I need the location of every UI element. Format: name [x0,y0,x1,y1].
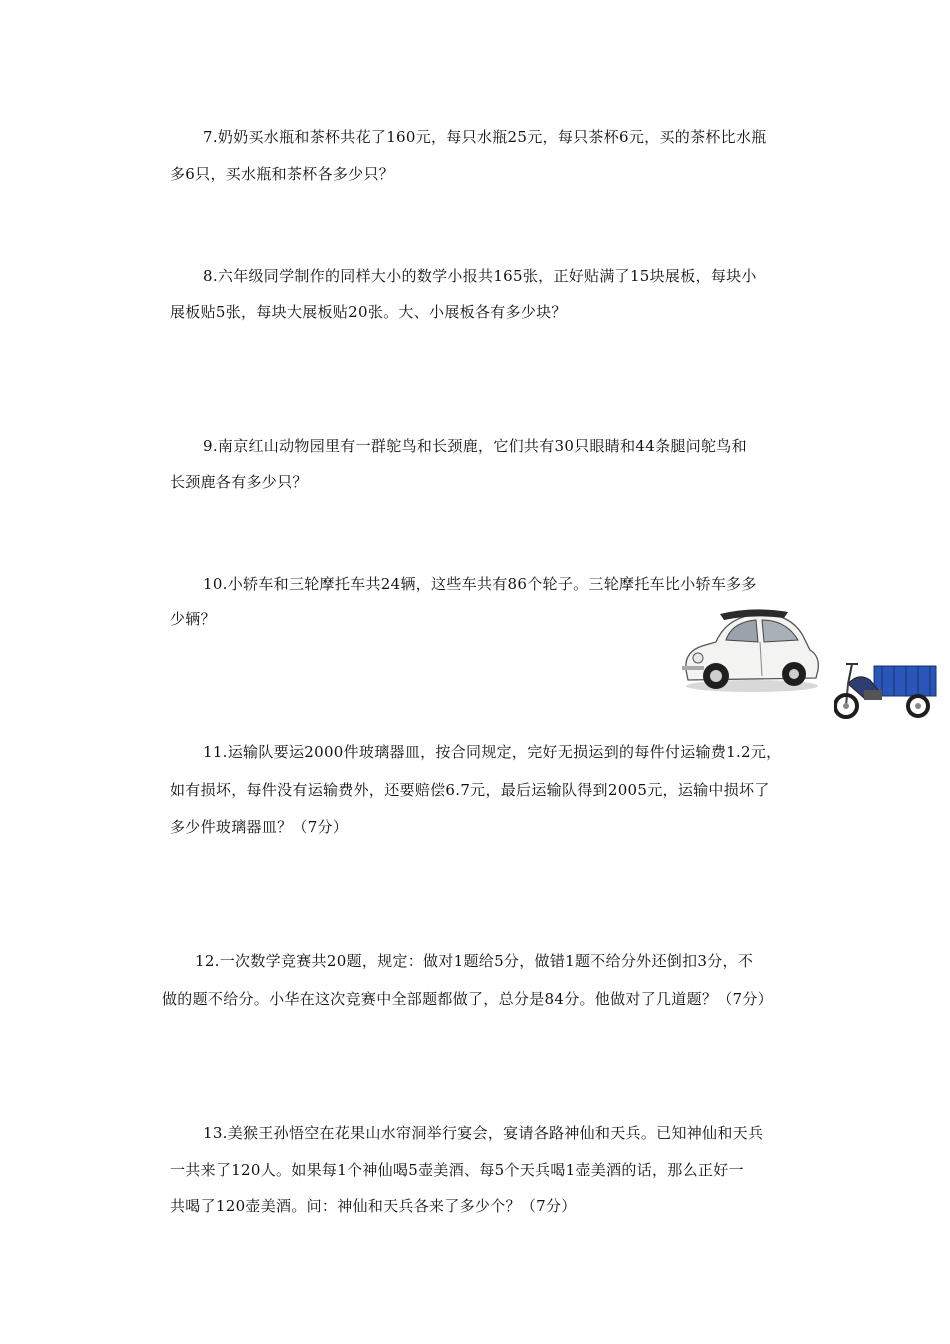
q12-line-1: 12.一次数学竞赛共20题，规定：做对1题给5分，做错1题不给分外还倒扣3分，不 [195,952,754,970]
q13-line-2: 一共来了120人。如果每1个神仙喝5壶美酒、每5个天兵喝1壶美酒的话，那么正好一 [170,1161,744,1179]
q10-line-2: 少辆？ [170,610,216,628]
q11-line-3: 多少件玻璃器皿？（7分） [170,818,349,836]
q13-line-3: 共喝了120壶美酒。问：神仙和天兵各来了多少个？（7分） [170,1197,577,1215]
q13-line-1: 13.美猴王孙悟空在花果山水帘洞举行宴会，宴请各路神仙和天兵。已知神仙和天兵 [203,1124,764,1142]
q7-line-2: 多6只，买水瓶和茶杯各多少只？ [170,165,395,183]
q9-line-1: 9.南京红山动物园里有一群鸵鸟和长颈鹿，它们共有30只眼睛和44条腿问鸵鸟和 [203,437,747,455]
motor-tricycle-image [834,654,940,720]
car-image [676,600,826,696]
q9-line-2: 长颈鹿各有多少只？ [170,473,308,491]
q7-line-1: 7.奶奶买水瓶和茶杯共花了160元，每只水瓶25元，每只茶杯6元，买的茶杯比水瓶 [203,128,767,146]
q11-line-2: 如有损坏，每件没有运输费外，还要赔偿6.7元，最后运输队得到2005元，运输中损坏了 [170,781,770,799]
q11-line-1: 11.运输队要运2000件玻璃器皿，按合同规定，完好无损运到的每件付运输费1.2元， [203,743,782,761]
q12-line-2: 做的题不给分。小华在这次竞赛中全部题都做了，总分是84分。他做对了几道题？（7分） [162,990,773,1008]
q8-line-1: 8.六年级同学制作的同样大小的数学小报共165张，正好贴满了15块展板，每块小 [203,267,757,285]
q8-line-2: 展板贴5张，每块大展板贴20张。大、小展板各有多少块？ [170,303,567,321]
q10-line-1: 10.小轿车和三轮摩托车共24辆，这些车共有86个轮子。三轮摩托车比小轿车多多 [203,575,757,593]
